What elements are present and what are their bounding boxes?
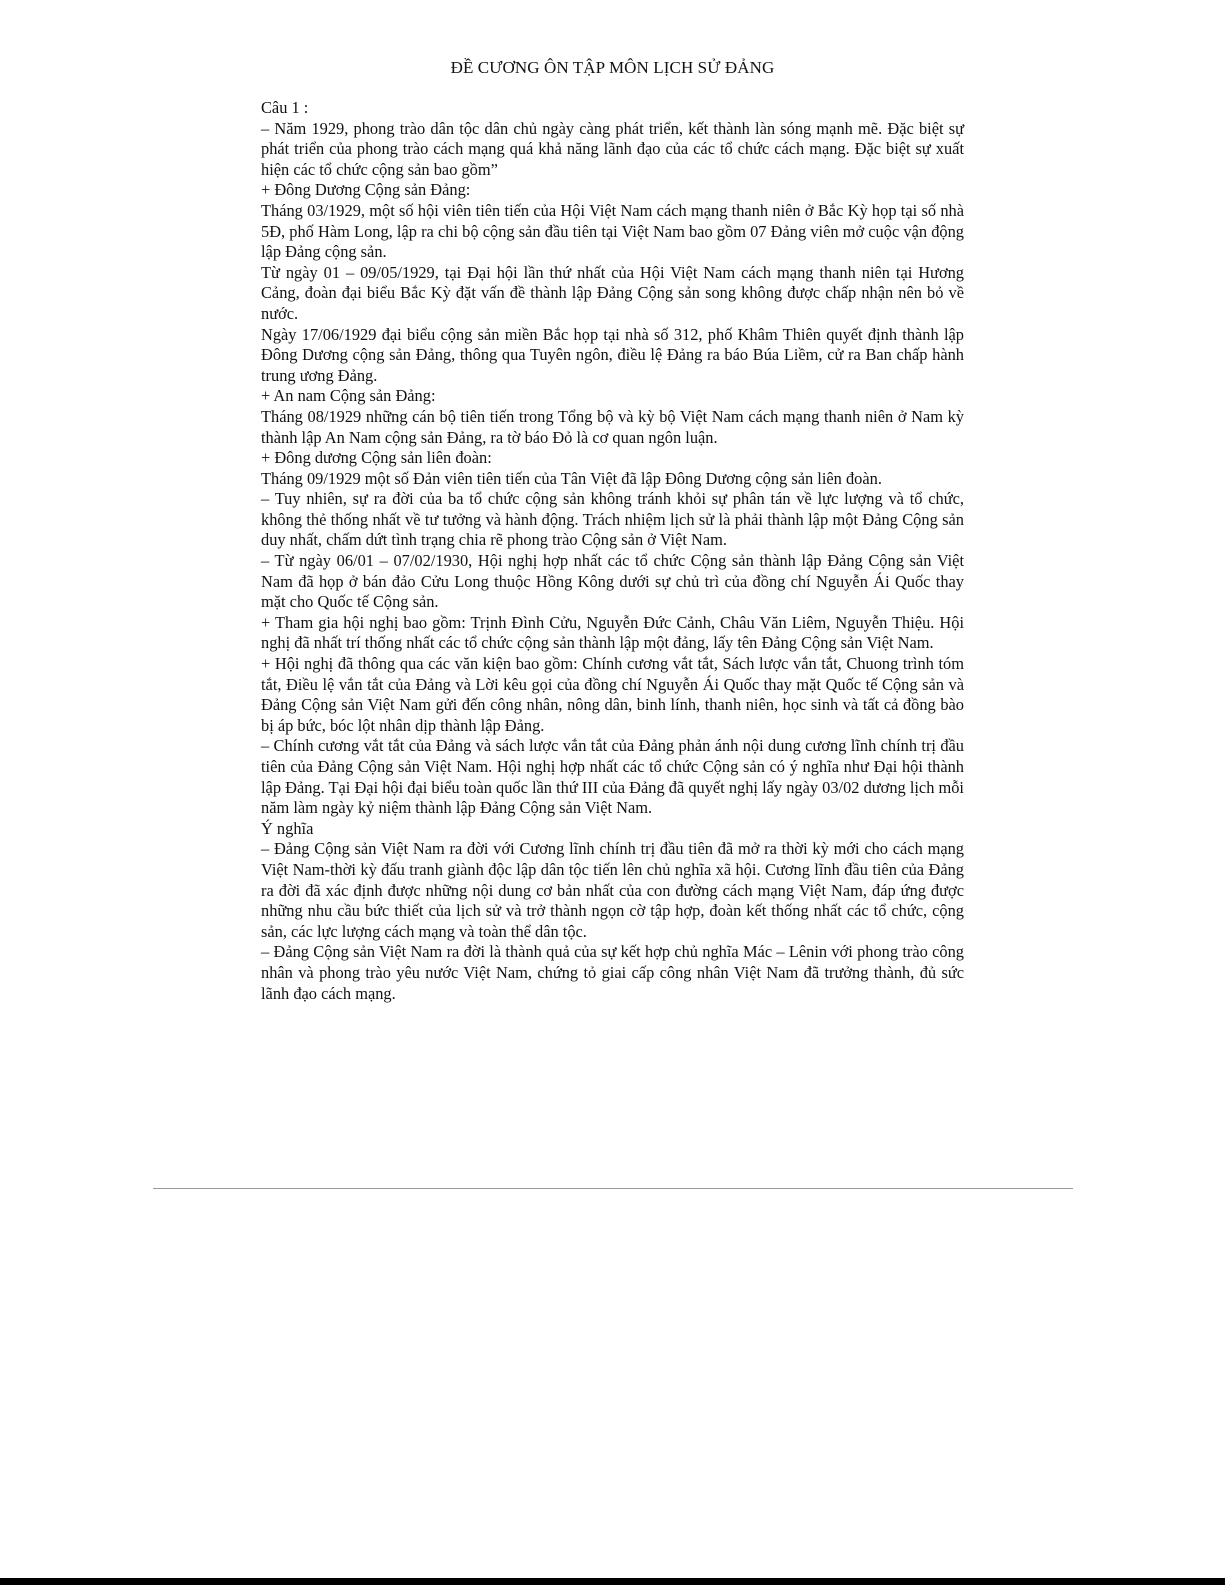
paragraph-conference-1930: – Từ ngày 06/01 – 07/02/1930, Hội nghị hợp nhất các tổ chức Cộng sản thành lập Đảng Cộng sản Việt Nam đã họp ở bán đảo Cửu Long thuộc Hồng Kông dưới sự chủ trì của đồng chí Nguyễn Ái Quốc thay mặt cho Quốc tế Cộng sản.	[261, 551, 964, 612]
bottom-edge-bar	[0, 1578, 1225, 1585]
paragraph-significance-1: – Đảng Cộng sản Việt Nam ra đời với Cương lĩnh chính trị đầu tiên đã mở ra thời kỳ mới cho cách mạng Việt Nam-thời kỳ đấu tranh giành độc lập dân tộc tiến lên chủ nghĩa xã hội. Cương lĩnh đầu tiên của Đảng ra đời đã xác định được những nội dung cơ bản nhất của con đường cách mạng Việt Nam, đáp ứng được những nhu cầu bức thiết của lịch sử và trở thành ngọn cờ tập hợp, đoàn kết thống nhất các tổ chức, cộng sản, các lực lượng cách mạng và toàn thể dân tộc.	[261, 839, 964, 941]
heading-dong-duong-lien-doan: + Đông dương Cộng sản liên đoàn:	[261, 448, 492, 468]
paragraph-september-1929: Tháng 09/1929 một số Đản viên tiên tiến của Tân Việt đã lập Đông Dương cộng sản liên đoàn.	[261, 468, 882, 488]
paragraph-documents: + Hội nghị đã thông qua các văn kiện bao gồm: Chính cương vắt tắt, Sách lược vắn tắt, Chuong trình tóm tắt, Điều lệ vắn tắt của Đảng và Lời kêu gọi của đồng chí Nguyễn Ái Quốc thay mặt Quốc tế Cộng sản và Đảng Cộng sản Việt Nam gửi đến công nhân, nông dân, binh lính, thanh niên, học sinh và tất cả đồng bào bị áp bức, bóc lột nhân dịp thành lập Đảng.	[261, 654, 964, 735]
heading-significance: Ý nghĩa	[261, 818, 314, 838]
question-heading: Câu 1 :	[261, 98, 309, 117]
paragraph-political-platform: – Chính cương vắt tắt của Đảng và sách lược vắn tắt của Đảng phản ánh nội dung cương lĩnh chính trị đầu tiên của Đảng Cộng sản Việt Nam. Hội nghị hợp nhất các tổ chức Cộng sản có ý nghĩa như Đại hội thành lập Đảng. Tại Đại hội đại biểu toàn quốc lần thứ III của Đảng đã quyết nghị lấy ngày 03/02 dương lịch mỗi năm làm ngày kỷ niệm thành lập Đảng Cộng sản Việt Nam.	[261, 736, 964, 818]
paragraph-fragmentation: – Tuy nhiên, sự ra đời của ba tổ chức cộng sản không tránh khỏi sự phân tán về lực lượng và tổ chức, không thẻ thống nhất về tư tưởng và hành động. Trách nhiệm lịch sử là phải thành lập một Đảng Cộng sản duy nhất, chấm dứt tình trạng chia rẽ phong trào Cộng sản ở Việt Nam.	[261, 489, 964, 550]
paragraph-significance-2: – Đảng Cộng sản Việt Nam ra đời là thành quả của sự kết hợp chủ nghĩa Mác – Lênin với phong trào công nhân và phong trào yêu nước Việt Nam, chứng tỏ giai cấp công nhân Việt Nam đã trưởng thành, đủ sức lãnh đạo cách mạng.	[261, 942, 964, 1003]
paragraph-may-1929: Từ ngày 01 – 09/05/1929, tại Đại hội lần thứ nhất của Hội Việt Nam cách mạng thanh niên tại Hương Cảng, đoàn đại biểu Bắc Kỳ đặt vấn đề thành lập Đảng Cộng sản song không được chấp nhận nên bỏ về nước.	[261, 262, 964, 323]
paragraph-august-1929: Tháng 08/1929 những cán bộ tiên tiến trong Tổng bộ và kỳ bộ Việt Nam cách mạng thanh niên ở Nam kỳ thành lập An Nam cộng sản Đảng, ra tờ báo Đỏ là cơ quan ngôn luận.	[261, 406, 964, 447]
heading-an-nam-cong-san-dang: + An nam Cộng sản Đảng:	[261, 386, 436, 406]
paragraph-participants: + Tham gia hội nghị bao gồm: Trịnh Đình Cửu, Nguyễn Đức Cảnh, Châu Văn Liêm, Nguyễn Thiệu. Hội nghị đã nhất trí thống nhất các tổ chức cộng sản thành lập một đảng, lấy tên Đảng Cộng sản Việt Nam.	[261, 612, 964, 653]
paragraph-context-1929: – Năm 1929, phong trào dân tộc dân chủ ngày càng phát triển, kết thành làn sóng mạnh mẽ. Đặc biệt sự phát triển của phong trào cách mạng quá khả năng lãnh đạo của các tổ chức cách mạng. Đặc biệt sự xuất hiện các tổ chức cộng sản bao gồm”	[261, 118, 964, 179]
paragraph-march-1929: Tháng 03/1929, một số hội viên tiên tiến của Hội Việt Nam cách mạng thanh niên ở Bắc Kỳ họp tại số nhà 5Đ, phố Hàm Long, lập ra chi bộ cộng sản đầu tiên tại Việt Nam bao gồm 07 Đảng viên mở cuộc vận động lập Đảng cộng sản.	[261, 200, 964, 262]
document-body	[261, 98, 964, 1004]
paragraph-june-1929: Ngày 17/06/1929 đại biểu cộng sản miền Bắc họp tại nhà số 312, phố Khâm Thiên quyết định thành lập Đông Dương cộng sản Đảng, thông qua Tuyên ngôn, điều lệ Đảng ra báo Búa Liềm, cử ra Ban chấp hành trung ương Đảng.	[261, 324, 964, 385]
document-title: ĐỀ CƯƠNG ÔN TẬP MÔN LỊCH SỬ ĐẢNG	[450, 58, 775, 77]
page-separator-line	[153, 1188, 1073, 1189]
heading-dong-duong-cong-san-dang: + Đông Dương Cộng sản Đảng:	[261, 180, 471, 200]
